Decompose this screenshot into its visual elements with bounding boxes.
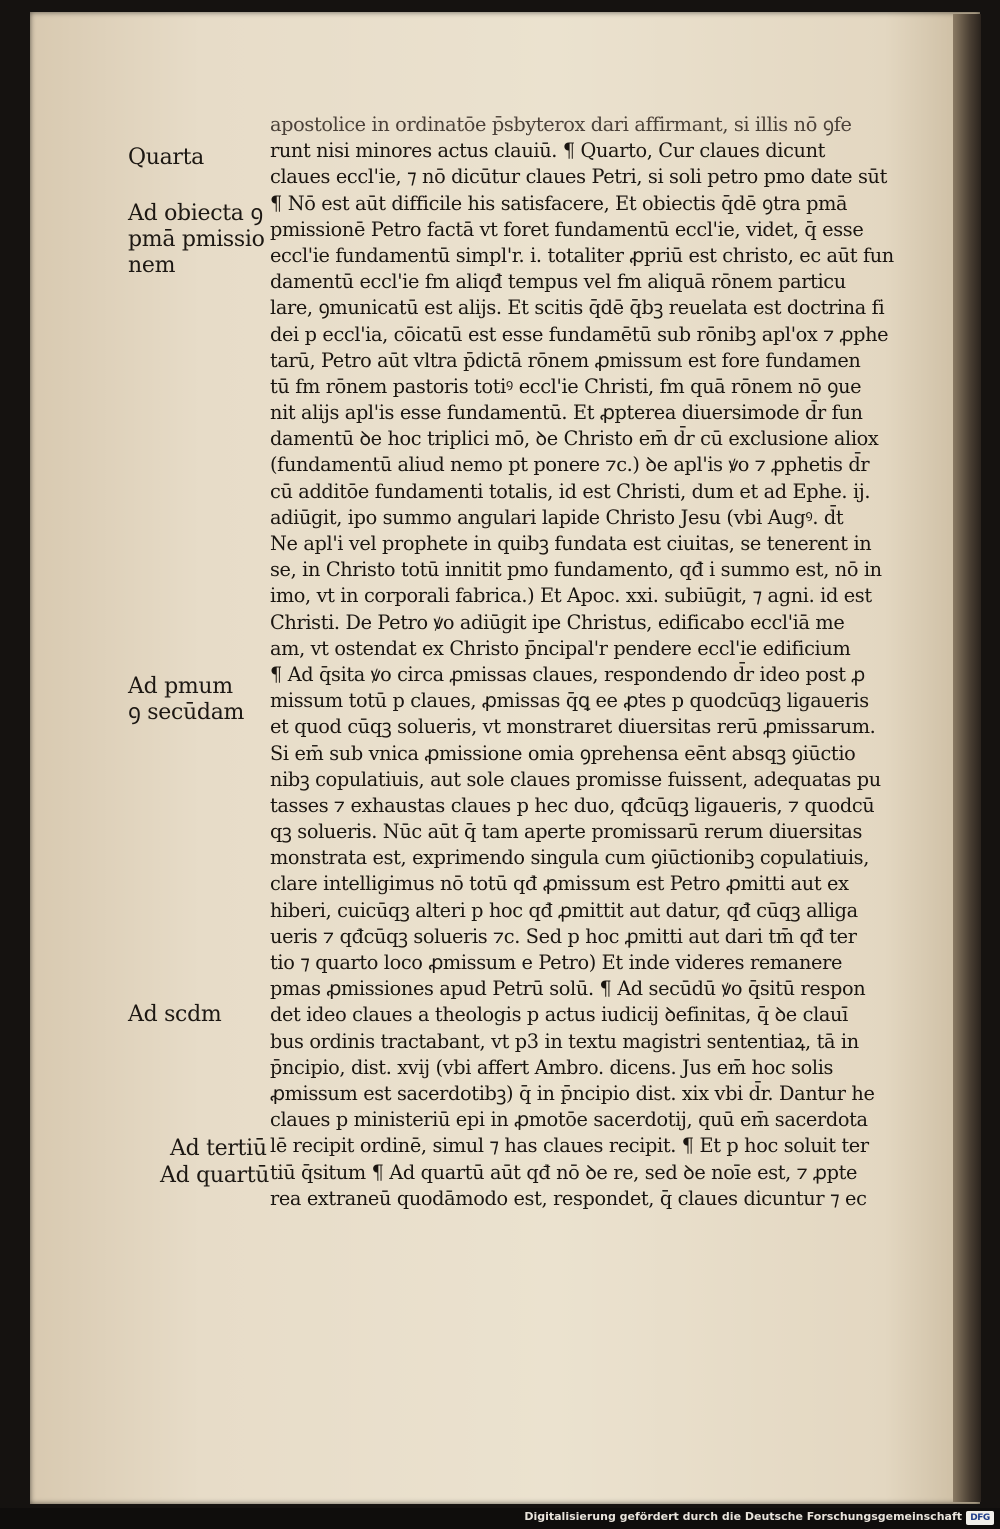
text-line: qꝫ solueris. Nūc aūt q̄ tam aperte promissarū rerum diuersitas — [270, 820, 862, 844]
text-line: tiū q̄situm ¶ Ad quartū aūt qđ nō ꝺe re, sed ꝺe noīe est, ⁊ ꝓpte — [270, 1160, 858, 1184]
text-line: tū fm rōnem pastoris totiꝰ eccl'ie Christi, fm quā rōnem nō ꝯue — [270, 374, 862, 398]
margin-note-quarta — [128, 145, 268, 171]
text-line: se, in Christo totū innitit pmo fundamento, qđ i summo est, nō in — [270, 558, 882, 582]
text-line: ueris ⁊ qđcūqꝫ solueris ⁊c. Sed p hoc ꝓmitti aut dari tm̄ qđ ter — [270, 924, 857, 948]
margin-note-line: ꝯ secūdam — [128, 700, 245, 725]
text-line: et quod cūqꝫ solueris, vt monstraret diuersitas rerū ꝓmissarum. — [270, 715, 876, 739]
text-line: bus ordinis tractabant, vt p3 in textu magistri sententiaꝝ, tā in — [270, 1029, 859, 1053]
margin-note-line: nem — [128, 253, 176, 278]
text-line: damentū ꝺe hoc triplici mō, ꝺe Christo em̄ d̄r cū exclusione aliox — [270, 427, 879, 451]
margin-note-line: Quarta — [128, 145, 204, 170]
text-line: missum totū p claues, ꝓmissas q̄ꝗ ee ꝓtes p quodcūqꝫ ligaueris — [270, 689, 869, 713]
text-line: damentū eccl'ie fm aliqđ tempus vel fm aliquā rōnem particu — [270, 270, 846, 294]
book-gutter — [953, 14, 981, 1502]
text-line: imo, vt in corporali fabrica.) Et Apoc. xxi. subiūgit, ⁊ agni. id est — [270, 584, 872, 608]
text-line: lare, ꝯmunicatū est alijs. Et scitis q̄dē q̄bꝫ reuelata est doctrina fi — [270, 296, 885, 320]
margin-note-line: Ad scdm — [128, 1002, 222, 1027]
margin-note-ad-primum — [128, 674, 268, 726]
footer-bar — [0, 1508, 1000, 1529]
text-line: (fundamentū aliud nemo pt ponere ⁊c.) ꝺe apl'is ꝟo ⁊ ꝓphetis d̄r — [270, 453, 870, 477]
text-line: runt nisi minores actus clauiū. ¶ Quarto, Cur claues dicunt — [270, 139, 826, 163]
text-line: rea extraneū quodāmodo est, respondet, q̄ claues dicuntur ⁊ ec — [270, 1186, 867, 1210]
main-text-column — [270, 112, 950, 1212]
text-line: claues eccl'ie, ⁊ nō dicūtur claues Petri, si soli petro pmo date sūt — [270, 165, 887, 189]
text-line: monstrata est, exprimendo singula cum ꝯiūctionibꝫ copulatiuis, — [270, 846, 869, 870]
dfg-logo-icon: DFG — [966, 1511, 994, 1525]
text-line: Si em̄ sub vnica ꝓmissione omia ꝯprehensa eēnt absqꝫ ꝯiūctio — [270, 741, 856, 765]
text-line: apostolice in ordinatōe p̄sbyterox dari affirmant, si illis nō ꝯfe — [270, 113, 852, 136]
text-line: Ne apl'i vel prophete in quibꝫ fundata est ciuitas, se tenerent in — [270, 532, 872, 555]
margin-note-line: Ad pmum — [128, 674, 233, 699]
margin-note-line: pmā pmissio — [128, 227, 265, 252]
text-line: nit alijs apl'is esse fundamentū. Et ꝓpterea diuersimode d̄r fun — [270, 401, 863, 425]
text-line: ¶ Nō est aūt difficile his satisfacere, Et obiectis q̄dē ꝯtra pmā — [270, 191, 848, 215]
text-line: adiūgit, ipo summo angulari lapide Christo Jesu (vbi Augꝰ. d̄t — [270, 505, 844, 529]
text-line: nibꝫ copulatiuis, aut sole claues promisse fuissent, adequatas pu — [270, 767, 881, 791]
funding-credit: Digitalisierung gefördert durch die Deutsche Forschungsgemeinschaft — [524, 1510, 962, 1523]
margin-note-line: Ad obiecta ꝯ — [128, 201, 263, 226]
text-line: claues p ministeriū epi in ꝓmotōe sacerdotij, quū em̄ sacerdota — [270, 1108, 868, 1132]
text-line: p̄ncipio, dist. xvij (vbi affert Ambro. dicens. Jus em̄ hoc solis — [270, 1055, 834, 1079]
text-line: cū additōe fundamenti totalis, id est Christi, dum et ad Ephe. ij. — [270, 479, 871, 503]
text-line: pmissionē Petro factā vt foret fundamentū eccl'ie, videt, q̄ esse — [270, 217, 864, 241]
text-line: det ideo claues a theologis p actus iudicij ꝺefinitas, q̄ ꝺe clauī — [270, 1003, 848, 1027]
text-line: hiberi, cuicūqꝫ alteri p hoc qđ ꝓmittit aut datur, qđ cūqꝫ alliga — [270, 898, 858, 922]
margin-note-ad-secundum — [128, 1002, 268, 1028]
text-line: tio ⁊ quarto loco ꝓmissum e Petro) Et inde videres remanere — [270, 951, 843, 974]
margin-note-ad-obiecta — [128, 201, 268, 279]
text-line: clare intelligimus nō totū qđ ꝓmissum est Petro ꝓmitti aut ex — [270, 872, 849, 896]
text-line: ¶ Ad q̄sita ꝟo circa ꝓmissas claues, respondendo d̄r ideo post ꝓ — [270, 662, 865, 686]
text-line: Christi. De Petro ꝟo adiūgit ipe Christus, edificabo eccl'iā me — [270, 610, 845, 634]
text-line: am, vt ostendat ex Christo p̄ncipal'r pendere eccl'ie edificium — [270, 636, 851, 660]
text-line: dei p eccl'ia, cōicatū est esse fundamētū sub rōnibꝫ apl'ox ⁊ ꝓphe — [270, 322, 889, 346]
margin-note-line: Ad tertiū — [170, 1136, 267, 1161]
text-line: pmas ꝓmissiones apud Petrū solū. ¶ Ad secūdū ꝟo q̄sitū respon — [270, 977, 866, 1001]
text-line: ꝓmissum est sacerdotibꝫ) q̄ in p̄ncipio dist. xix vbi d̄r. Dantur he — [270, 1081, 875, 1105]
text-line: eccl'ie fundamentū simpl'r. i. totaliter ꝓpriū est christo, ec aūt fun — [270, 243, 894, 267]
text-line: tarū, Petro aūt vltra p̄dictā rōnem ꝓmissum est fore fundamen — [270, 348, 861, 372]
text-line: lē recipit ordinē, simul ⁊ has claues recipit. ¶ Et p hoc soluit ter — [270, 1134, 869, 1158]
margin-note-line: Ad quartū — [160, 1163, 270, 1188]
text-line: tasses ⁊ exhaustas claues p hec duo, qđcūqꝫ ligaueris, ⁊ quodcū — [270, 793, 875, 817]
